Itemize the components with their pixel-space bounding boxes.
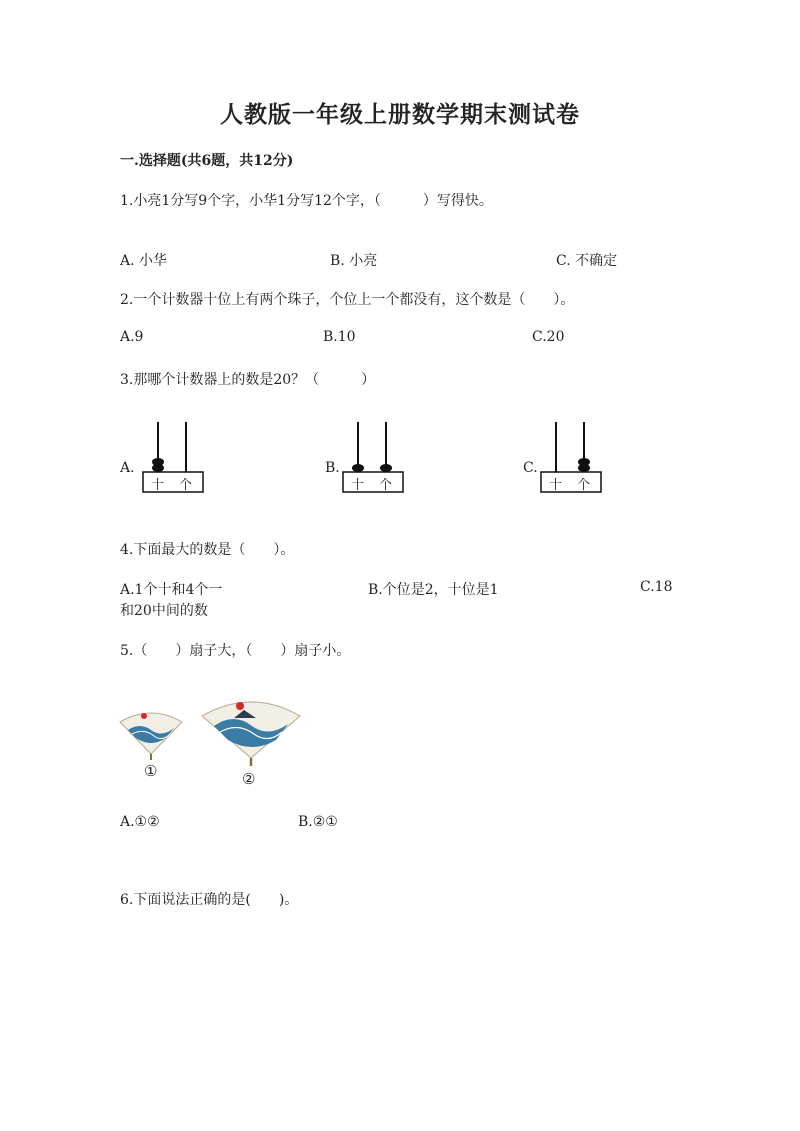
q1-option-b[interactable]: B. 小亮 [330,253,378,269]
fan-label-2: ② [242,770,256,788]
question-6: 6.下面说法正确的是( )。 [120,892,299,908]
question-2: 2.一个计数器十位上有两个珠子，个位上一个都没有，这个数是（ ）。 [120,292,575,308]
section-heading: 一.选择题(共6题，共12分) [120,153,294,169]
q1-option-a[interactable]: A. 小华 [120,253,168,269]
q4-option-a[interactable]: A.1个十和4个一 [120,582,223,598]
bead [380,464,392,472]
q5-option-a[interactable]: A.①② [120,814,160,830]
question-1: 1.小亮1分写9个字，小华1分写12个字，（ ）写得快。 [120,193,493,209]
q4-option-c[interactable]: C.18 [640,579,673,595]
abacus-b-ones-label: 个 [379,478,393,493]
abacus-c-ones-label: 个 [577,478,591,493]
bead [578,464,590,472]
q2-option-b[interactable]: B.10 [323,329,356,345]
abacus-c-tens-label: 十 [549,478,563,493]
small-fan-image [118,708,184,762]
abacus-b-tens-label: 十 [351,478,365,493]
question-3: 3.那哪个计数器上的数是20？（ ） [120,372,376,388]
abacus-a-tens-label: 十 [151,478,165,493]
big-fan-image [200,696,302,768]
bead [352,464,364,472]
q2-option-c[interactable]: C.20 [532,329,565,345]
fan-label-1: ① [144,762,158,780]
q4-option-a-continued: 和20中间的数 [120,603,208,619]
q3-option-a[interactable]: A. [120,460,135,476]
q5-option-b[interactable]: B.②① [298,814,338,830]
bead [152,464,164,472]
q2-option-a[interactable]: A.9 [120,329,144,345]
q4-option-b[interactable]: B.个位是2，十位是1 [368,582,499,598]
page-title: 人教版一年级上册数学期末测试卷 [220,101,580,128]
q3-option-b[interactable]: B. [325,460,340,476]
question-4: 4.下面最大的数是（ ）。 [120,542,295,558]
q3-option-c[interactable]: C. [523,460,538,476]
question-5: 5.（ ）扇子大，（ ）扇子小。 [120,643,351,659]
q1-option-c[interactable]: C. 不确定 [556,253,618,269]
abacus-a-ones-label: 个 [179,478,193,493]
